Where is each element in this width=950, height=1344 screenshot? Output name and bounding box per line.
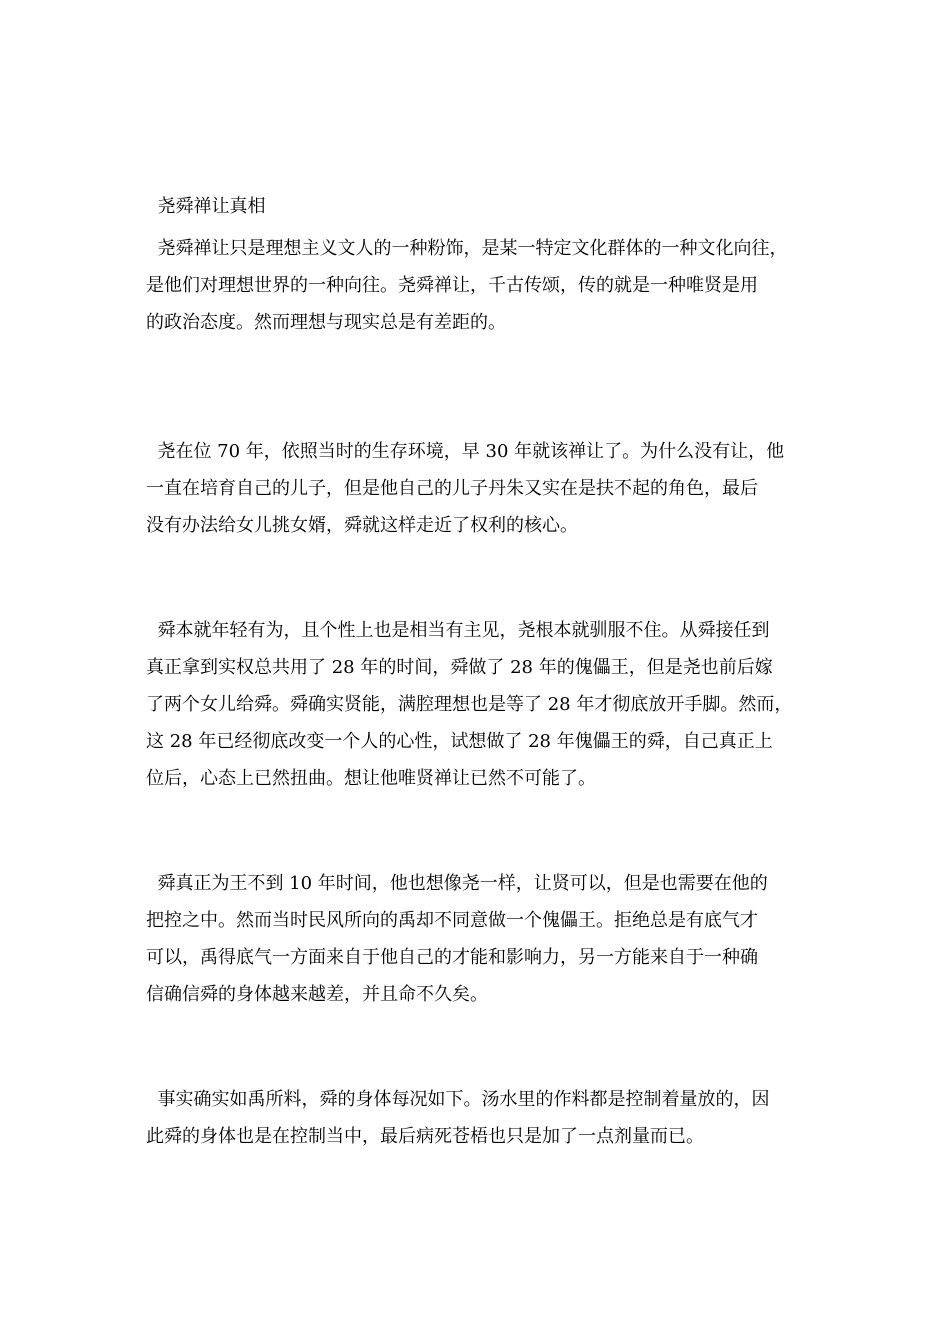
paragraph-line: 此舜的身体也是在控制当中，最后病死苍梧也只是加了一点剂量而已。: [146, 1126, 704, 1147]
paragraph-line: 了两个女儿给舜。舜确实贤能，满腔理想也是等了 28 年才彻底放开手脚。然而，: [146, 694, 793, 715]
paragraph-line: 一直在培育自己的儿子，但是他自己的儿子丹朱又实在是扶不起的角色，最后: [146, 478, 758, 499]
paragraph-line: 舜真正为王不到 10 年时间，他也想像尧一样，让贤可以，但是也需要在他的: [146, 873, 768, 894]
paragraph-1: [146, 230, 816, 341]
paragraph-2: [146, 433, 816, 544]
paragraph-line: 这 28 年已经彻底改变一个人的心性，试想做了 28 年傀儡王的舜，自己真正上: [146, 731, 773, 752]
paragraph-line: 尧在位 70 年，依照当时的生存环境，早 30 年就该禅让了。为什么没有让，他: [146, 441, 785, 462]
paragraph-3: [146, 612, 816, 797]
paragraph-line: 事实确实如禹所料，舜的身体每况如下。汤水里的作料都是控制着量放的，因: [146, 1089, 770, 1110]
paragraph-line: 把控之中。然而当时民风所向的禹却不同意做一个傀儡王。拒绝总是有底气才: [146, 910, 758, 931]
paragraph-line: 没有办法给女儿挑女婿，舜就这样走近了权利的核心。: [146, 515, 578, 536]
paragraph-line: 是他们对理想世界的一种向往。尧舜禅让，千古传颂，传的就是一种唯贤是用: [146, 275, 758, 296]
paragraph-line: 尧舜禅让只是理想主义文人的一种粉饰，是某一特定文化群体的一种文化向往，: [146, 238, 788, 259]
paragraph-line: 真正拿到实权总共用了 28 年的时间，舜做了 28 年的傀儡王，但是尧也前后嫁: [146, 657, 773, 678]
paragraph-5: [146, 1081, 816, 1155]
paragraph-4: [146, 865, 816, 1013]
paragraph-line: 舜本就年轻有为，且个性上也是相当有主见，尧根本就驯服不住。从舜接任到: [146, 620, 770, 641]
paragraph-line: 位后，心态上已然扭曲。想让他唯贤禅让已然不可能了。: [146, 768, 596, 789]
document-title: 尧舜禅让真相: [146, 196, 266, 217]
paragraph-line: 信确信舜的身体越来越差，并且命不久矣。: [146, 984, 488, 1005]
paragraph-line: 可以，禹得底气一方面来自于他自己的才能和影响力，另一方能来自于一种确: [146, 947, 758, 968]
paragraph-line: 的政治态度。然而理想与现实总是有差距的。: [146, 312, 506, 333]
